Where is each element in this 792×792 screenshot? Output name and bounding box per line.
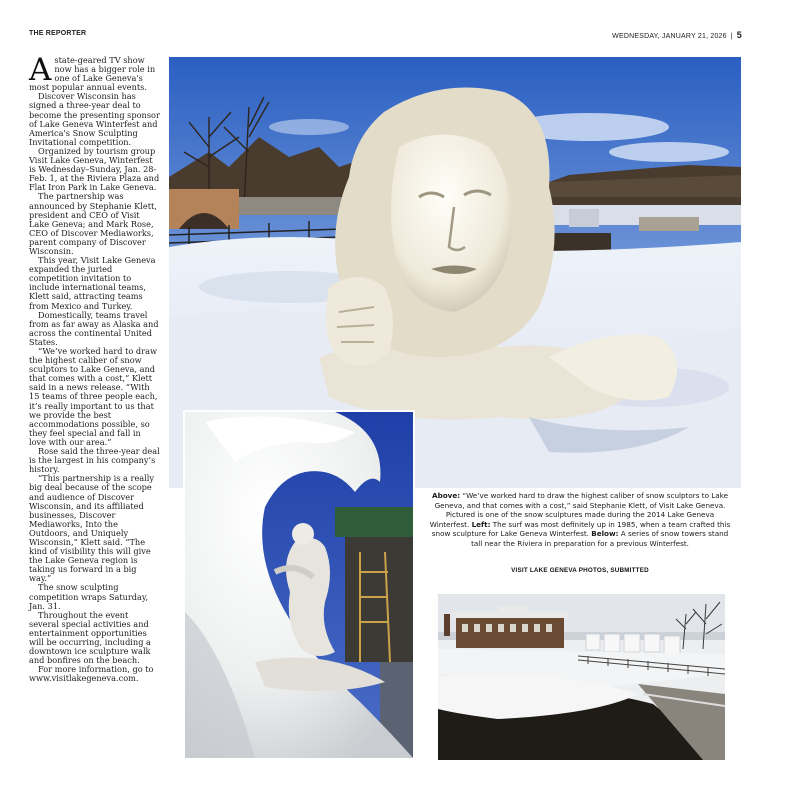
article-paragraph-6: Domestically, teams travel from as far away as Alaska and across the continental United States.: [29, 309, 159, 347]
caption-left-label: Left:: [471, 519, 491, 529]
article-paragraph-10: The snow sculpting competition wraps Saturday, Jan. 31.: [29, 582, 149, 611]
article-paragraph-5: This year, Visit Lake Geneva expanded the juried competition invitation to include international teams, Klett said, attracting teams from Mexico and Turkey.: [29, 255, 156, 311]
caption-below-text: A series of snow towers stand tall near the Riviera in preparation for a previous Winterfest.: [471, 529, 729, 548]
caption-left-text: The surf was most definitely up in 1985, when a team crafted this snow sculpture for Lake Geneva Winterfest.: [431, 519, 731, 539]
article-paragraph-11: Throughout the event several special activities and entertainment opportunities will be occurring, including a downtown ice sculpture walk and bonfires on the beach.: [29, 609, 151, 666]
drop-cap: A: [29, 52, 52, 88]
article-paragraph-9: “This partnership is a really big deal because of the scope and audience of Discover Wisconsin, and its affiliated businesses, Discover Mediaworks, Into the Outdoors, and Uniquely Wisconsin,” Klett said. “The kind of visibility this will give the Lake Geneva region is taking us forward in a big way.”: [29, 473, 155, 584]
article-paragraph-8: Rose said the three-year deal is the largest in his company’s history.: [29, 446, 160, 475]
article-paragraph-2: Discover Wisconsin has signed a three-year deal to become the presenting sponsor of Lake Geneva Winterfest and America's Snow Sculpting Invitational competition.: [29, 91, 160, 147]
caption-below-label: Below:: [591, 529, 619, 539]
caption-above-text: “We’ve worked hard to draw the highest caliber of snow sculptors to Lake Geneva, and that comes with a cost,” said Stephanie Klett, of Visit Lake Geneva. Pictured is one of the snow sculptures made during the 2014 Lake Geneva Winterfest.: [429, 491, 728, 529]
article-paragraph-1: [29, 52, 160, 93]
article-paragraph-3: Organized by tourism group Visit Lake Geneva, Winterfest is Wednesday–Sunday, Jan. 28-Feb. 1, at the Riviera Plaza and Flat Iron Park in Lake Geneva.: [29, 145, 160, 193]
photo-credit: VISIT LAKE GENEVA PHOTOS, SUBMITTED: [511, 567, 649, 574]
publication-name: THE REPORTER: [29, 30, 87, 37]
header-separator: |: [730, 33, 733, 40]
photo-surf-snow-sculpture: [183, 410, 415, 760]
photo-snow-towers-riviera: [438, 594, 725, 760]
caption-above-label: Above:: [432, 491, 461, 500]
photo-caption: [428, 491, 732, 549]
article-lead-text: state-geared TV show now has a bigger role in one of Lake Geneva's most popular annual events.: [29, 55, 156, 93]
page-number: 5: [736, 30, 742, 40]
page-header-right: [612, 30, 742, 40]
article-paragraph-4: The partnership was announced by Stephanie Klett, president and CEO of Visit Lake Geneva; and Mark Rose, CEO of Discover Mediaworks, parent company of Discover Wisconsin.: [29, 191, 157, 256]
article-paragraph-7: “We’ve worked hard to draw the highest caliber of snow sculptors to Lake Geneva, and that comes with a cost,” Klett said in a news release. “With 15 teams of three people each, it’s really important to us that we provide the best accommodations possible, so they feel special and fall in love with our area.”: [29, 346, 158, 447]
article-paragraph-12: For more information, go to www.visitlakegeneva.com.: [29, 664, 154, 684]
article-body: [29, 52, 160, 684]
issue-date: WEDNESDAY, JANUARY 21, 2026: [612, 33, 727, 40]
